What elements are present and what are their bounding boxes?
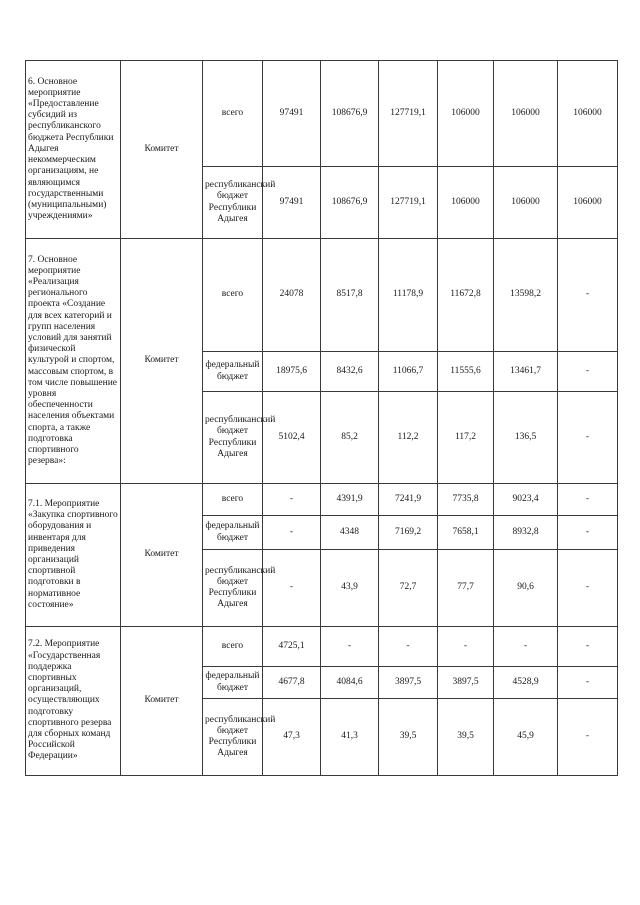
value-cell: -	[558, 699, 618, 776]
value-cell: 106000	[438, 61, 494, 167]
value-cell: 7169,2	[379, 516, 438, 550]
value-cell: 136,5	[494, 392, 558, 484]
funding-source: республиканский бюджет Республики Адыгея	[203, 699, 263, 776]
value-cell: 72,7	[379, 550, 438, 627]
measure-name: 7. Основное мероприятие «Реализация регионального проекта «Создание для всех категорий и групп населения условий для занятий физической культурой и спортом, массовым спортом, в том числе повышение уровня обеспеченности населения объектами спорта, а также подготовка спортивного резерва»:	[26, 239, 121, 484]
value-cell: 4677,8	[263, 667, 321, 699]
value-cell: 45,9	[494, 699, 558, 776]
funding-source: республиканский бюджет Республики Адыгея	[203, 392, 263, 484]
value-cell: -	[379, 627, 438, 667]
table-row	[26, 239, 618, 352]
measure-name: 6. Основное мероприятие «Предоставление субсидий из республиканского бюджета Республики Адыгея некоммерческим организациям, не являющимся государственными (муниципальными) учреждениями»	[26, 61, 121, 239]
value-cell: -	[263, 550, 321, 627]
value-cell: -	[558, 550, 618, 627]
value-cell: 106000	[558, 167, 618, 239]
value-cell: -	[321, 627, 379, 667]
value-cell: 117,2	[438, 392, 494, 484]
value-cell: 4528,9	[494, 667, 558, 699]
value-cell: 106000	[494, 61, 558, 167]
value-cell: -	[558, 352, 618, 392]
value-cell: -	[558, 484, 618, 516]
value-cell: 13598,2	[494, 239, 558, 352]
value-cell: 8932,8	[494, 516, 558, 550]
value-cell: 4348	[321, 516, 379, 550]
value-cell: 39,5	[379, 699, 438, 776]
value-cell: 90,6	[494, 550, 558, 627]
value-cell: 106000	[494, 167, 558, 239]
funding-source: федеральный бюджет	[203, 516, 263, 550]
value-cell: 4725,1	[263, 627, 321, 667]
funding-source: всего	[203, 484, 263, 516]
funding-source: федеральный бюджет	[203, 667, 263, 699]
value-cell: 9023,4	[494, 484, 558, 516]
value-cell: 106000	[438, 167, 494, 239]
value-cell: -	[558, 239, 618, 352]
value-cell: 5102,4	[263, 392, 321, 484]
value-cell: -	[494, 627, 558, 667]
value-cell: 108676,9	[321, 61, 379, 167]
value-cell: 7658,1	[438, 516, 494, 550]
value-cell: -	[263, 516, 321, 550]
funding-source: федеральный бюджет	[203, 352, 263, 392]
value-cell: 13461,7	[494, 352, 558, 392]
funding-source: всего	[203, 627, 263, 667]
value-cell: -	[558, 392, 618, 484]
value-cell: 11672,8	[438, 239, 494, 352]
value-cell: 41,3	[321, 699, 379, 776]
value-cell: 106000	[558, 61, 618, 167]
value-cell: 3897,5	[379, 667, 438, 699]
value-cell: 4084,6	[321, 667, 379, 699]
measure-name: 7.1. Мероприятие «Закупка спортивного оборудования и инвентаря для приведения организаций спортивной подготовки в нормативное состояние»	[26, 484, 121, 627]
value-cell: 3897,5	[438, 667, 494, 699]
value-cell: 85,2	[321, 392, 379, 484]
value-cell: 8517,8	[321, 239, 379, 352]
value-cell: 47,3	[263, 699, 321, 776]
value-cell: 97491	[263, 167, 321, 239]
funding-source: всего	[203, 61, 263, 167]
value-cell: 112,2	[379, 392, 438, 484]
value-cell: 4391,9	[321, 484, 379, 516]
value-cell: -	[558, 667, 618, 699]
funding-source: республиканский бюджет Республики Адыгея	[203, 550, 263, 627]
funding-source: всего	[203, 239, 263, 352]
table-row	[26, 61, 618, 167]
value-cell: -	[438, 627, 494, 667]
funding-source: республиканский бюджет Республики Адыгея	[203, 167, 263, 239]
value-cell: 24078	[263, 239, 321, 352]
executor: Комитет	[121, 239, 203, 484]
value-cell: 108676,9	[321, 167, 379, 239]
table-row	[26, 627, 618, 667]
value-cell: 7735,8	[438, 484, 494, 516]
value-cell: -	[558, 627, 618, 667]
value-cell: 8432,6	[321, 352, 379, 392]
value-cell: 18975,6	[263, 352, 321, 392]
executor: Комитет	[121, 627, 203, 776]
value-cell: 77,7	[438, 550, 494, 627]
executor: Комитет	[121, 61, 203, 239]
value-cell: 127719,1	[379, 61, 438, 167]
value-cell: 97491	[263, 61, 321, 167]
value-cell: -	[558, 516, 618, 550]
value-cell: 127719,1	[379, 167, 438, 239]
value-cell: 11066,7	[379, 352, 438, 392]
value-cell: 39,5	[438, 699, 494, 776]
value-cell: -	[263, 484, 321, 516]
value-cell: 11178,9	[379, 239, 438, 352]
value-cell: 43,9	[321, 550, 379, 627]
measure-name: 7.2. Мероприятие «Государственная поддержка спортивных организаций, осуществляющих подготовку спортивного резерва для сборных команд Российской Федерации»	[26, 627, 121, 776]
budget-table	[25, 60, 618, 776]
executor: Комитет	[121, 484, 203, 627]
value-cell: 11555,6	[438, 352, 494, 392]
table-row	[26, 484, 618, 516]
value-cell: 7241,9	[379, 484, 438, 516]
